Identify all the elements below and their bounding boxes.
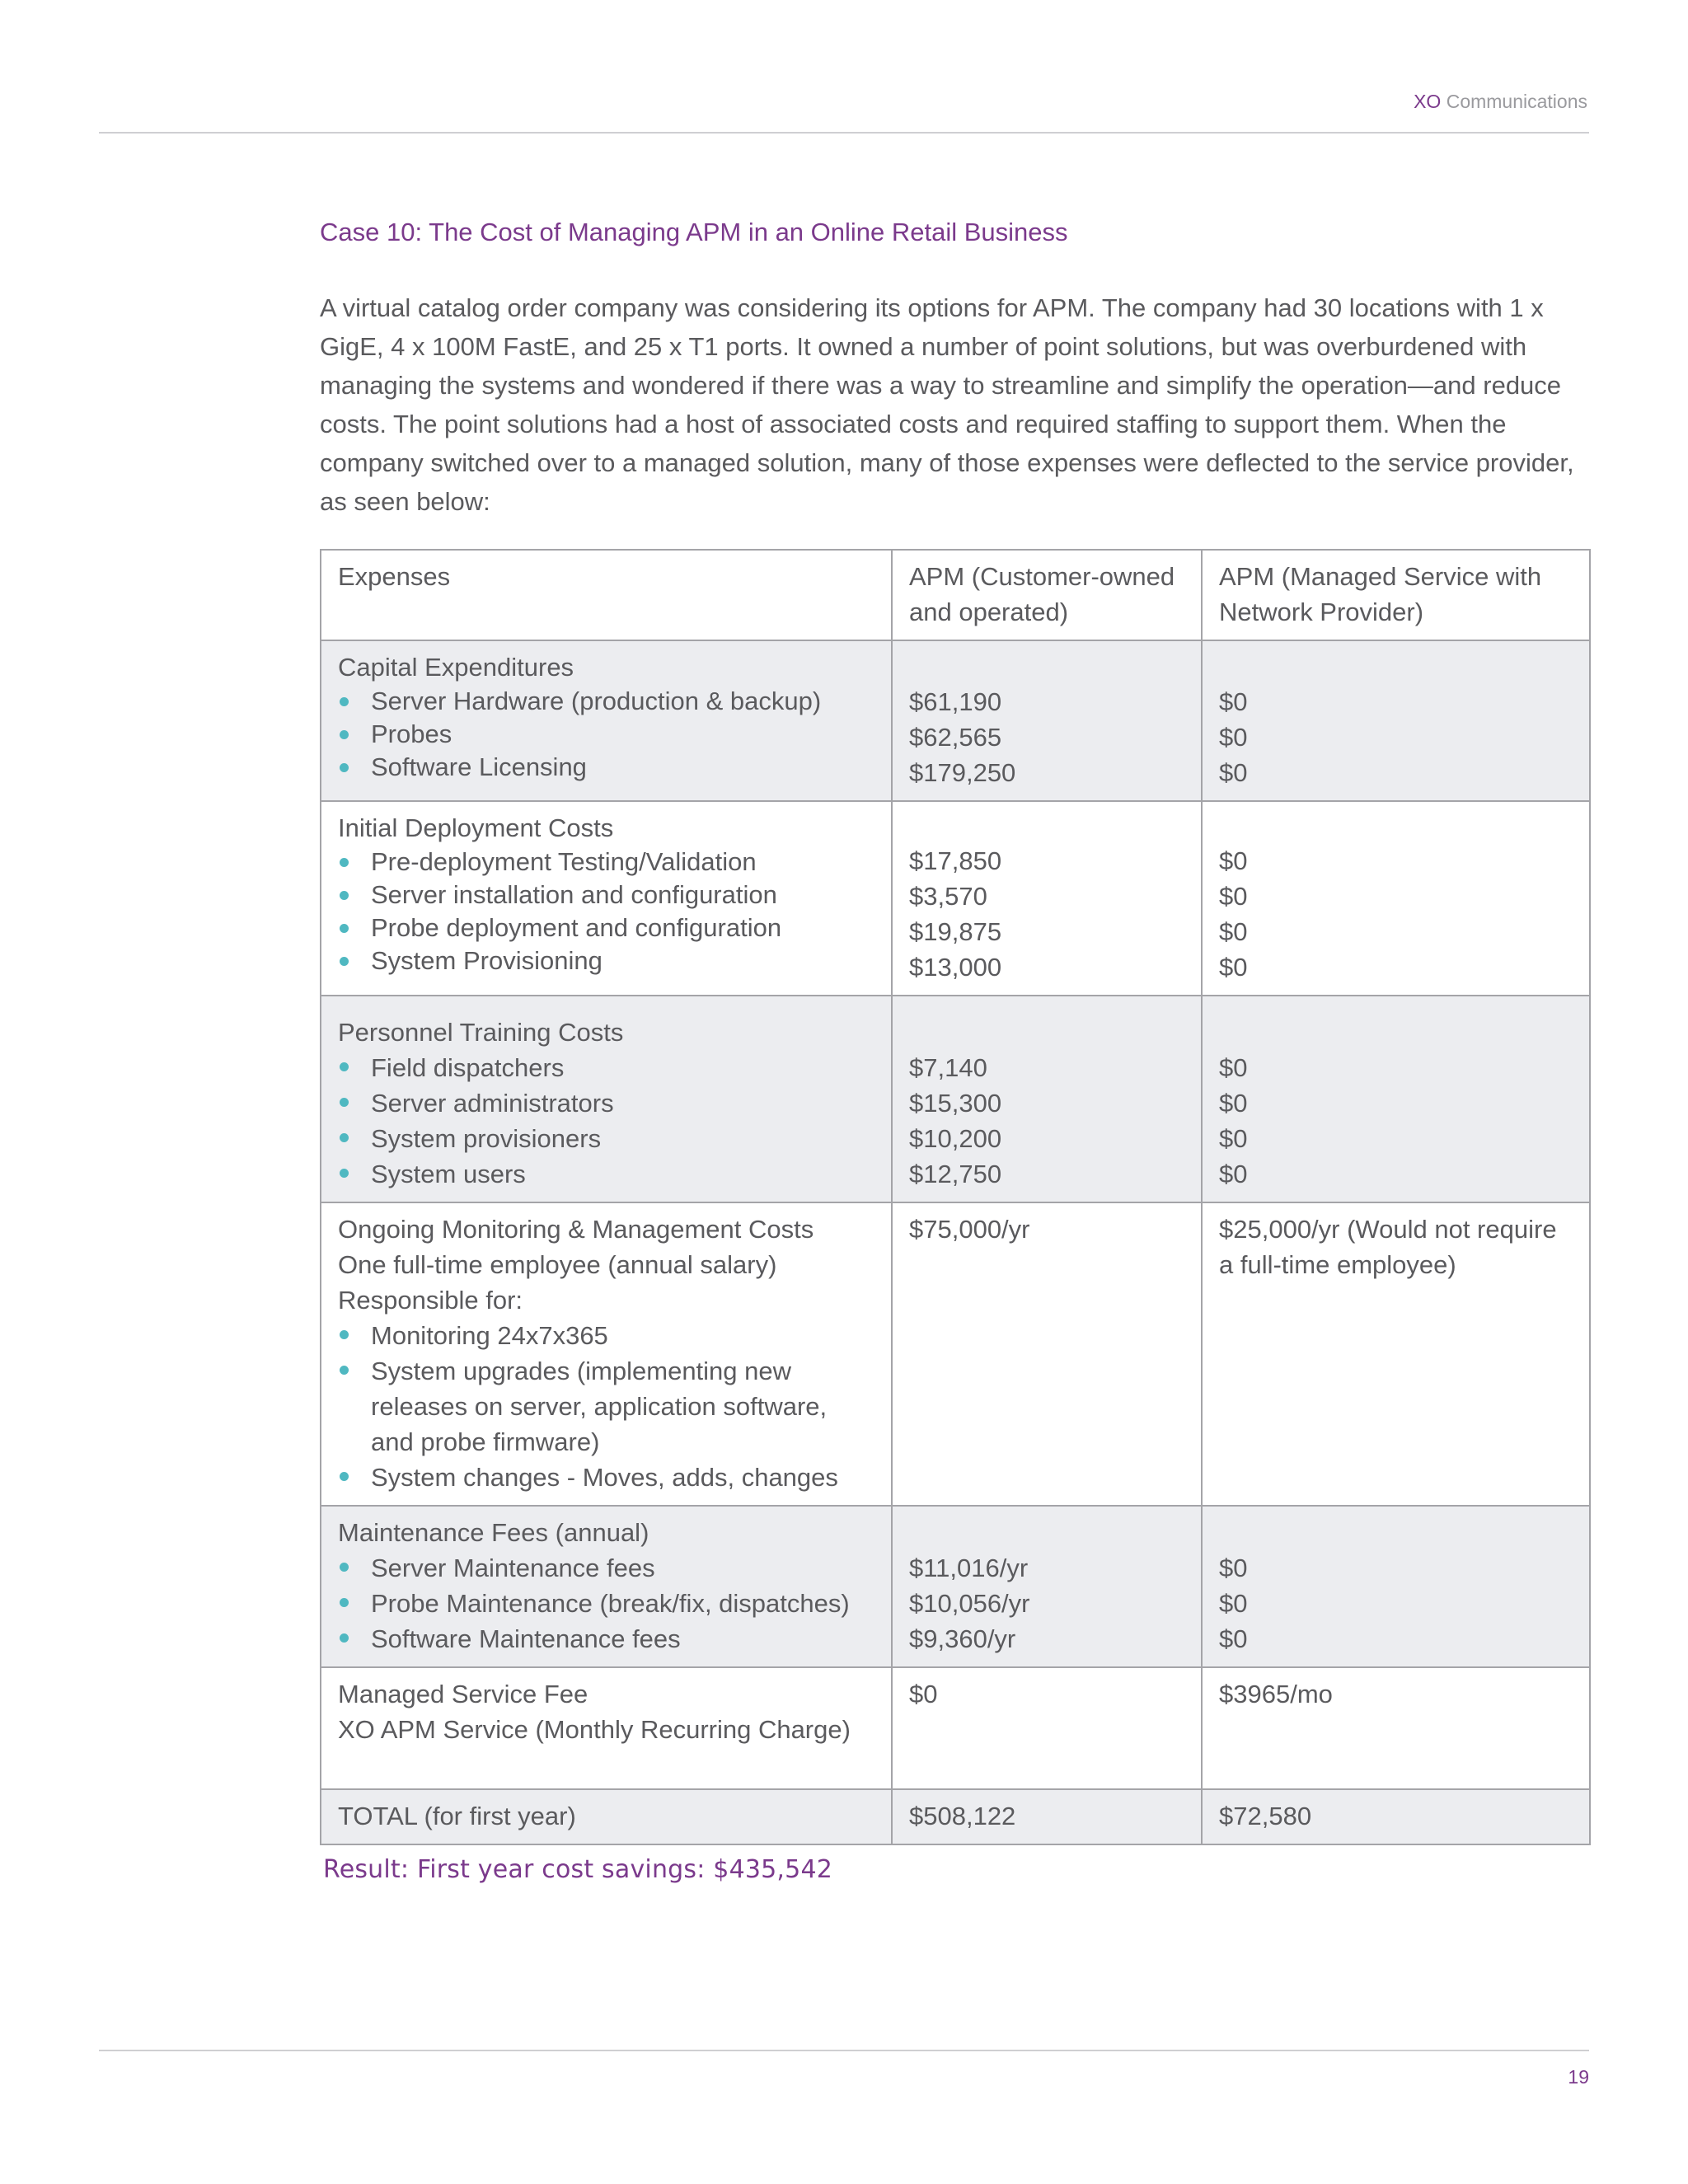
deployment-list [338, 846, 874, 977]
value: $62,565 [909, 723, 1002, 752]
list-item: Probe deployment and configuration [338, 912, 874, 944]
value: $0 [1219, 1089, 1248, 1118]
monitoring-list [338, 1318, 874, 1495]
list-item: Monitoring 24x7x365 [338, 1318, 874, 1353]
list-item: Server Maintenance fees [338, 1550, 874, 1586]
value: $0 [1219, 846, 1248, 875]
value: $0 [1219, 687, 1248, 716]
row-ongoing-monitoring [321, 1202, 1590, 1506]
maintenance-list [338, 1550, 874, 1657]
value: $7,140 [909, 1053, 987, 1082]
value: $9,360/yr [909, 1624, 1016, 1653]
list-item: Pre-deployment Testing/Validation [338, 846, 874, 879]
value: $0 [1219, 917, 1248, 946]
table-header-row [321, 550, 1590, 640]
list-item: System provisioners [338, 1121, 874, 1156]
intro-paragraph [320, 288, 1589, 521]
monitoring-managed-value: $25,000/yr (Would not require a full-time employee) [1202, 1202, 1590, 1506]
value: $10,056/yr [909, 1589, 1030, 1618]
value: $11,016/yr [909, 1554, 1029, 1582]
header-company: Communications [1446, 91, 1587, 112]
monitoring-title: Ongoing Monitoring & Management Costs [338, 1215, 814, 1244]
page-header [1414, 91, 1587, 113]
value: $0 [1219, 1624, 1248, 1653]
value: $19,875 [909, 917, 1002, 946]
value: $0 [1219, 1554, 1248, 1582]
value: $13,000 [909, 953, 1002, 982]
list-item: System Provisioning [338, 944, 874, 977]
monitoring-customer-value: $75,000/yr [892, 1202, 1202, 1506]
list-item: Field dispatchers [338, 1050, 874, 1085]
value: $10,200 [909, 1124, 1002, 1153]
expenses-table [320, 549, 1591, 1845]
monitoring-line2: One full-time employee (annual salary) [338, 1250, 777, 1279]
row-maintenance-fees [321, 1506, 1590, 1667]
list-item: System users [338, 1156, 874, 1192]
deployment-cell [321, 801, 892, 996]
list-item: Server installation and configuration [338, 879, 874, 912]
page-number: 19 [1568, 2066, 1589, 2088]
result-savings: Result: First year cost savings: $435,542 [323, 1855, 833, 1884]
row-initial-deployment [321, 801, 1590, 996]
value: $15,300 [909, 1089, 1002, 1118]
list-item: Probe Maintenance (break/fix, dispatches) [338, 1586, 874, 1621]
footer-divider [99, 2050, 1589, 2051]
capital-list [338, 685, 874, 784]
value: $17,850 [909, 846, 1002, 875]
header-divider [99, 132, 1589, 134]
intro-text: A virtual catalog order company was considering its options for APM. The company had 30 locations with 1 x GigE, 4 x 100M FastE, and 25 x T1 ports. It owned a number of point solutions, but was overburdened with managing the systems and wondered if there was a way to streamline and simplify the operation—and reduce costs. The point solutions had a host of associated costs and required staffing to support them. When the company switched over to a managed solution, many of those expenses were deflected to the service provider, as seen below: [320, 293, 1574, 516]
value: $0 [1219, 953, 1248, 982]
row-managed-service-fee [321, 1667, 1590, 1789]
value: $3,570 [909, 882, 987, 911]
maintenance-customer-values [892, 1506, 1202, 1667]
value: $12,750 [909, 1160, 1002, 1188]
value: $0 [1219, 1053, 1248, 1082]
total-label: TOTAL (for first year) [321, 1789, 892, 1844]
managed-fee-customer-value: $0 [892, 1667, 1202, 1789]
list-item: Server Hardware (production & backup) [338, 685, 874, 718]
capital-managed-values [1202, 640, 1590, 801]
value: $0 [1219, 1124, 1248, 1153]
header-customer-owned: APM (Customer-owned and operated) [892, 550, 1202, 640]
value: $0 [1219, 1589, 1248, 1618]
total-managed-value: $72,580 [1202, 1789, 1590, 1844]
training-cell [321, 996, 892, 1202]
deployment-customer-values [892, 801, 1202, 996]
maintenance-managed-values [1202, 1506, 1590, 1667]
managed-fee-line2: XO APM Service (Monthly Recurring Charge) [338, 1715, 851, 1744]
case-title: Case 10: The Cost of Managing APM in an Online Retail Business [320, 218, 1068, 246]
list-item: Software Licensing [338, 751, 874, 784]
monitoring-line3: Responsible for: [338, 1286, 523, 1315]
row-personnel-training [321, 996, 1590, 1202]
training-managed-values [1202, 996, 1590, 1202]
value: $179,250 [909, 758, 1016, 787]
deployment-title: Initial Deployment Costs [338, 813, 614, 842]
monitoring-cell [321, 1202, 892, 1506]
training-customer-values [892, 996, 1202, 1202]
capital-customer-values [892, 640, 1202, 801]
value: $0 [1219, 1160, 1248, 1188]
deployment-managed-values [1202, 801, 1590, 996]
list-item: Software Maintenance fees [338, 1621, 874, 1657]
list-item: System changes - Moves, adds, changes [338, 1460, 874, 1495]
training-list [338, 1050, 874, 1192]
capital-title: Capital Expenditures [338, 653, 574, 682]
list-item: Server administrators [338, 1085, 874, 1121]
header-managed-service: APM (Managed Service with Network Provider) [1202, 550, 1590, 640]
row-total [321, 1789, 1590, 1844]
total-customer-value: $508,122 [892, 1789, 1202, 1844]
training-title: Personnel Training Costs [338, 1018, 624, 1047]
value: $0 [1219, 758, 1248, 787]
maintenance-cell [321, 1506, 892, 1667]
list-item: System upgrades (implementing new releases on server, application software, and probe firmware) [338, 1353, 874, 1460]
value: $0 [1219, 882, 1248, 911]
header-brand: XO [1414, 91, 1442, 112]
managed-fee-managed-value: $3965/mo [1202, 1667, 1590, 1789]
value: $0 [1219, 723, 1248, 752]
list-item: Probes [338, 718, 874, 751]
value: $61,190 [909, 687, 1002, 716]
row-capital-expenditures [321, 640, 1590, 801]
capital-cell [321, 640, 892, 801]
header-expenses: Expenses [321, 550, 892, 640]
managed-fee-cell [321, 1667, 892, 1789]
managed-fee-title: Managed Service Fee [338, 1680, 588, 1708]
maintenance-title: Maintenance Fees (annual) [338, 1518, 649, 1547]
